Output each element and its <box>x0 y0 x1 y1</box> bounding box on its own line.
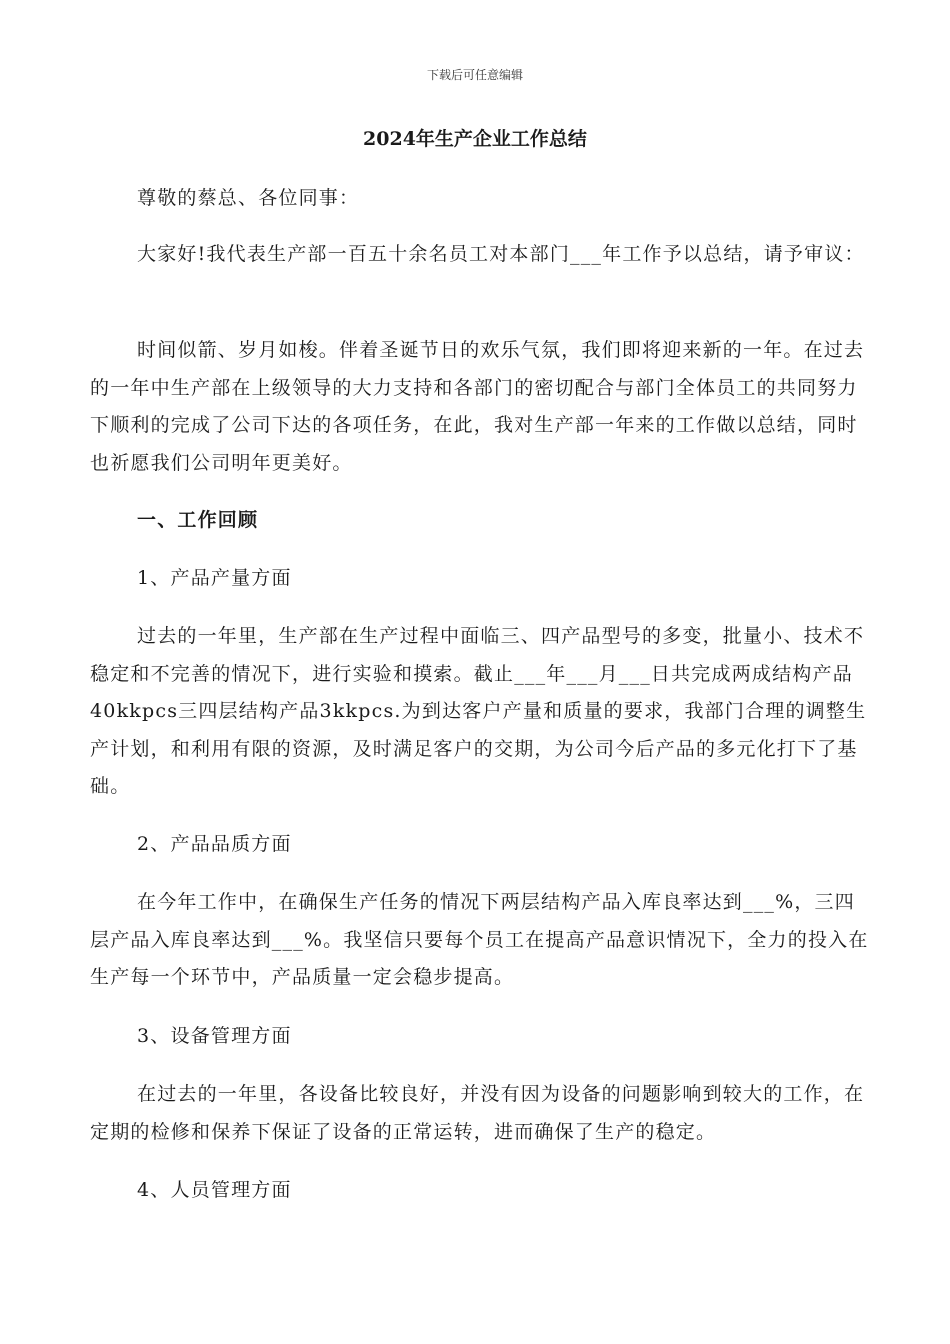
section-heading: 一、工作回顾 <box>137 509 259 531</box>
paragraph-intro: 大家好!我代表生产部一百五十余名员工对本部门___年工作予以总结，请予审议： <box>137 243 865 265</box>
document-title: 2024年生产企业工作总结 <box>363 128 587 150</box>
paragraph-opening: 时间似箭、岁月如梭。伴着圣诞节日的欢乐气氛，我们即将迎来新的一年。在过去的一年中生产部在上级领导的大力支持和各部门的密切配合与部门全体员工的共同努力下顺利的完成了公司下达的各项任务，在此，我对生产部一年来的工作做以总结，同时也祈愿我们公司明年更美好。 <box>90 339 865 474</box>
header-note: 下载后可任意编辑 <box>426 68 523 82</box>
salutation: 尊敬的蔡总、各位同事： <box>137 187 360 209</box>
subheading-output: 1、产品产量方面 <box>137 567 292 589</box>
paragraph-output: 过去的一年里，生产部在生产过程中面临三、四产品型号的多变，批量小、技术不稳定和不完善的情况下，进行实验和摸索。截止___年___月___日共完成两成结构产品40kkpcs三四层结构产品3kkpcs.为到达客户产量和质量的要求，我部门合理的调整生产计划，和利用有限的资源，及时满足客户的交期，为公司今后产品的多元化打下了基础。 <box>90 625 867 797</box>
subheading-quality: 2、产品品质方面 <box>137 833 292 855</box>
subheading-equipment: 3、设备管理方面 <box>137 1025 292 1047</box>
paragraph-quality: 在今年工作中，在确保生产任务的情况下两层结构产品入库良率达到___%，三四层产品入库良率达到___%。我坚信只要每个员工在提高产品意识情况下，全力的投入在生产每一个环节中，产品质量一定会稳步提高。 <box>90 891 869 988</box>
subheading-personnel: 4、人员管理方面 <box>137 1179 292 1201</box>
paragraph-equipment: 在过去的一年里，各设备比较良好，并没有因为设备的问题影响到较大的工作，在定期的检修和保养下保证了设备的正常运转，进而确保了生产的稳定。 <box>90 1083 865 1143</box>
